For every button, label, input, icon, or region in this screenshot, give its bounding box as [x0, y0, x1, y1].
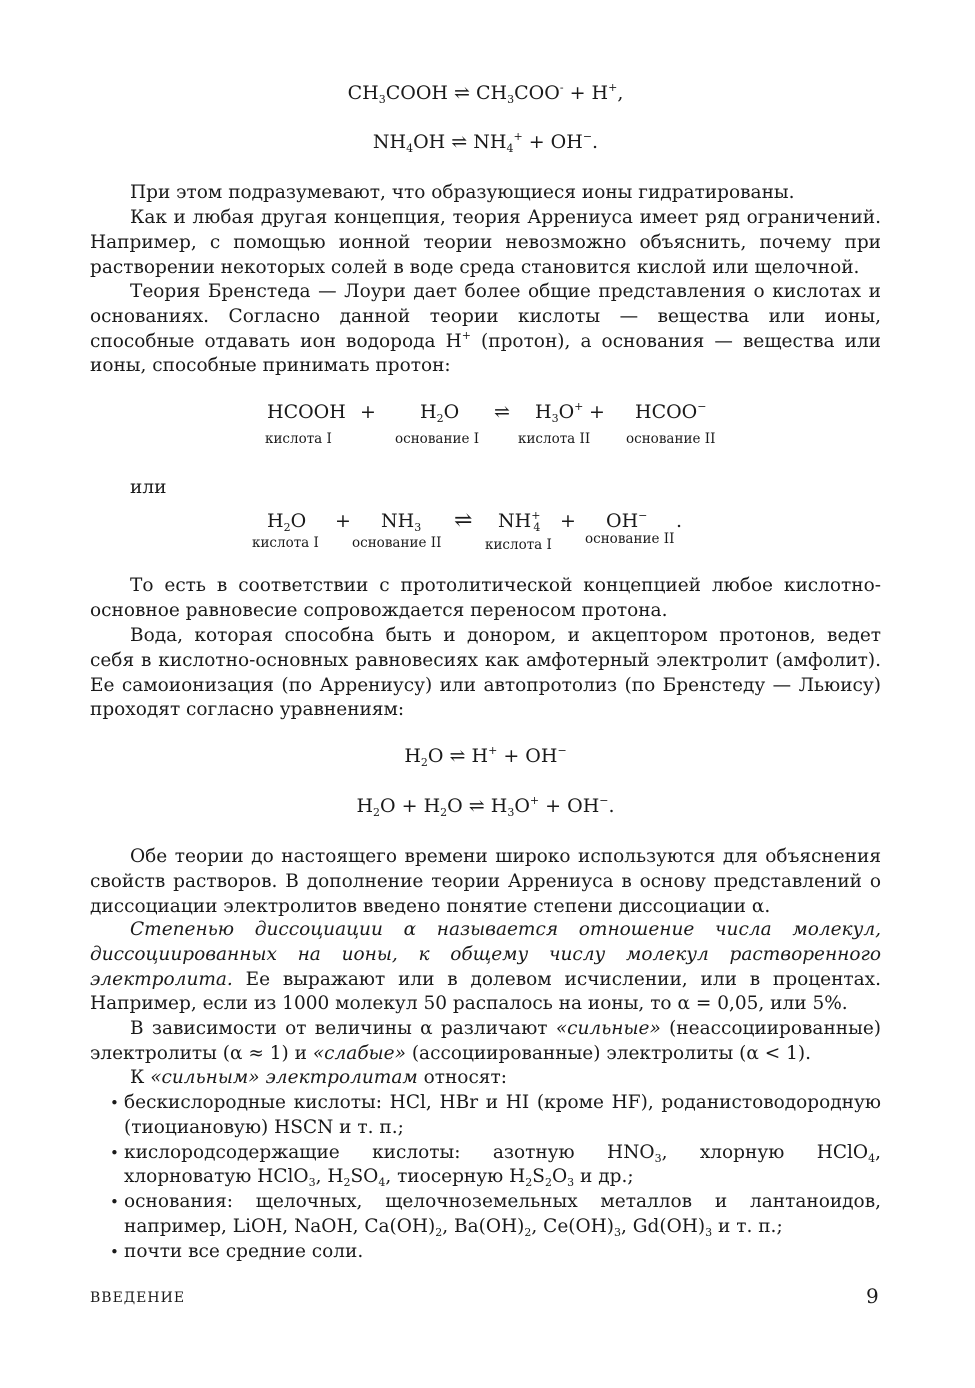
paragraph-definition: Степенью диссоциации α называется отношение числа молекул, диссоциированных на ионы, к общему числу молекул растворенного электролита. Ее выражают или в долевом исчислении, или в процентах. Например, если из 1000 молекул 50 распалось на ионы, то α = 0,05, или 5%. — [90, 919, 881, 1015]
label-base-2: основание II — [352, 535, 442, 551]
equation-water-autoprotolysis: $H_2O + H_2O$ ⇌ $H_3O^+ + OH^-$. — [356, 794, 615, 819]
equation-acetic-acid: $CH_3COOH$ ⇌ $CH_3COO^- + H^+$, — [347, 81, 624, 106]
running-footer-section: ВВЕДЕНИЕ — [90, 1290, 186, 1306]
list-item: • кислородсодержащие кислоты: азотную $HNO_3$, хлорную HClO$_4$, хлорноватую HClO$_3$, $H_2SO_4$, тиосерную $H_2S_2O_3$ и др.; — [90, 1141, 881, 1191]
formula-ammonia: $NH_3$ — [381, 510, 422, 534]
word-or: или — [130, 477, 167, 498]
paragraph-strong-list-intro: К «сильным» электролитам относят: — [130, 1067, 507, 1088]
strong-electrolytes-list — [90, 1091, 881, 1265]
paragraph-water-amphoteric: Вода, которая способна быть и донором, и акцептором протонов, ведет себя в кислотно-основных равновесиях как амфотерный электролит (амфолит). Ее самоионизация (по Аррениусу) или автопротолиз (по Бренстеду — Льюису) проходят согласно уравнениям: — [90, 625, 881, 721]
list-item: • почти все средние соли. — [90, 1240, 881, 1265]
formula-formate: HCOO− — [635, 400, 707, 423]
label-acid-1: кислота I — [252, 535, 319, 551]
plus-sign: + — [560, 510, 576, 532]
label-acid-1: кислота I — [265, 431, 332, 447]
label-base-2: основание II — [585, 531, 675, 547]
formula-hydroxide: OH− — [606, 509, 648, 532]
paragraph-protolytic: То есть в соответствии с протолитической концепцией любое кислотно-основное равновесие сопровождается переносом протона. — [90, 575, 881, 621]
list-item: • основания: щелочных, щелочноземельных металлов и лантаноидов, например, LiOH, NaOH, $Ca(OH)_2$, $Ba(OH)_2$, $Ce(OH)_3$, $Gd(OH)_3$ и т. п.; — [90, 1190, 881, 1240]
paragraph-bronsted-lowry: Теория Бренстеда — Лоури дает более общие представления о кислотах и основаниях. Согласно данной теории кислоты — вещества или ионы, способные отдавать ион водорода H+ (протон), а основания — вещества или ионы, способные принимать протон: — [90, 281, 882, 377]
formula-hydronium: $H_3O^+$ — [535, 400, 584, 425]
plus-sign: + — [589, 401, 605, 423]
formula-hcooh: HCOOH — [267, 401, 346, 423]
paragraph-hydrated-ions: При этом подразумевают, что образующиеся ионы гидратированы. — [130, 182, 795, 203]
page-number: 9 — [866, 1284, 879, 1308]
equilibrium-arrow: ⇌ — [454, 508, 473, 533]
formula-water: $H_2O$ — [420, 401, 460, 425]
paragraph-arrhenius-limits: Как и любая другая концепция, теория Аррениуса имеет ряд ограничений. Например, с помощью ионной теории невозможно объяснить, почему при растворении некоторых солей в воде среда становится кислой или щелочной. — [90, 207, 881, 278]
period: . — [676, 510, 683, 532]
equation-water-ionization: $H_2O$ ⇌ H+ + OH− — [404, 744, 567, 769]
equation-ammonium-hydroxide: $NH_4OH$ ⇌ $NH_4^+ + OH^-$. — [372, 130, 599, 155]
label-base-1: основание I — [395, 431, 480, 447]
paragraph-strong-weak: В зависимости от величины α различают «сильные» (неассоциированные) электролиты (α ≈ 1) и «слабые» (ассоциированные) электролиты (α < 1). — [90, 1018, 881, 1064]
label-base-2: основание II — [626, 431, 716, 447]
label-acid-1: кислота I — [485, 537, 552, 553]
formula-ammonium: $NH^+_4$ — [498, 509, 541, 534]
list-item: • бескислородные кислоты: HCl, HBr и HI (кроме HF), роданистоводородную (тиоциановую) HSCN и т. п.; — [90, 1091, 881, 1141]
paragraph-dissociation-degree: Обе теории до настоящего времени широко используются для объяснения свойств растворов. В дополнение теории Аррениуса в основу представлений о диссоциации электролитов введено понятие степени диссоциации α. — [90, 846, 881, 917]
label-acid-2: кислота II — [518, 431, 591, 447]
equilibrium-arrow: ⇌ — [494, 401, 510, 423]
plus-sign: + — [360, 401, 376, 423]
formula-water: $H_2O$ — [267, 510, 307, 534]
plus-sign: + — [335, 510, 351, 532]
